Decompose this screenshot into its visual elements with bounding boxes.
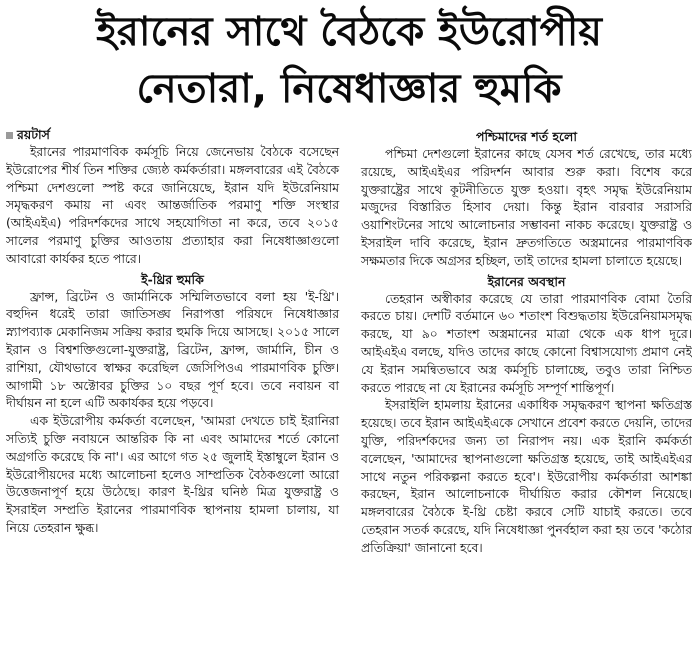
paragraph-e3: ফ্রান্স, ব্রিটেন ও জার্মানিকে সম্মিলিতভাবে বলা হয় 'ই-থ্রি'। বহুদিন ধরেই তারা জাতিসঙ্ঘ নিরাপত্তা পরিষদে নিষেধাজ্ঞার স্ন্যাপব্যাক মেকানিজম সক্রিয় করার হুমকি দিয়ে আসছে। ২০১৫ সালে ইরান ও বিশ্বশক্তিগুলো-যুক্তরাষ্ট্র, ব্রিটেন, ফ্রান্স, জার্মানি, চীন ও রাশিয়া, যৌথভাবে স্বাক্ষর করেছিল জেসিপিওএ পারমাণবিক চুক্তি। আগামী ১৮ অক্টোবর চুক্তির ১০ বছর পূর্ণ হবে। তবে নবায়ন বা দীর্ঘায়ন না হলে এটি অকার্যকর হয়ে পড়বে।: [6, 289, 339, 411]
paragraph-conditions: পশ্চিমা দেশগুলো ইরানের কাছে যেসব শর্ত রেখেছে, তার মধ্যে রয়েছে, আইএইএর পরিদর্শন আবার শুরু করা। বিশেষ করে যুক্তরাষ্ট্রের সাথে কূটনীতিতে যুক্ত হওয়া। বৃহৎ সমৃদ্ধ ইউরেনিয়াম মজুদের বিস্তারিত হিসাব দেয়া। কিন্তু ইরান বারবার সরাসরি ওয়াশিংটনের সাথে আলোচনার সম্ভাবনা নাকচ করেছে। যুক্তরাষ্ট্র ও ইসরাইল দাবি করেছে, ইরান দ্রুতগতিতে অস্ত্রমানের পারমাণবিক সক্ষমতার দিকে অগ্রসর হচ্ছিল, তাই তাদের হামলা চালাতে হয়েছে।: [361, 147, 692, 268]
paragraph-european-official: এক ইউরোপীয় কর্মকর্তা বলেছেন, 'আমরা দেখতে চাই ইরানিরা সত্যিই চুক্তি নবায়নে আন্তরিক কি না এবং আমাদের শর্তে কোনো অগ্রগতি করেছে কি না'। এর আগে গত ২৫ জুলাই ইস্তাম্বুলে ইরান ও ইউরোপীয়দের মধ্যে আলোচনা হলেও সাম্প্রতিক বৈঠকগুলো আরো উত্তেজনাপূর্ণ হয়ে উঠেছে। কারণ ই-থ্রির ঘনিষ্ঠ মিত্র যুক্তরাষ্ট্র ও ইসরাইল সম্প্রতি ইরানের পারমাণবিক স্থাপনায় হামলা চালায়, যা নিয়ে তেহরান ক্ষুব্ধ।: [6, 414, 339, 535]
paragraph-intro: ইরানের পারমাণবিক কর্মসূচি নিয়ে জেনেভায় বৈঠকে বসেছেন ইউরোপের শীর্ষ তিন শক্তির জ্যেষ্ঠ কর্মকর্তারা। মঙ্গলবারের এই বৈঠকে পশ্চিমা দেশগুলো স্পষ্ট করে জানিয়েছে, ইরান যদি ইউরেনিয়াম সমৃদ্ধকরণ কমায় না এবং আন্তর্জাতিক পরমাণু শক্তি সংস্থার (আইএইএ) পরিদর্শকদের সাথে সহযোগিতা না করে, তবে ২০১৫ সালের পরমাণু চুক্তির আওতায় প্রত্যাহার করা নিষেধাজ্ঞাগুলো আবারো কার্যকর হতে পারে।: [6, 145, 339, 266]
headline-line-2: নেতারা, নিষেধাজ্ঞার হুমকি: [136, 66, 562, 112]
left-column: [6, 126, 349, 653]
headline: [6, 0, 692, 118]
subheading-iran-position: ইরানের অবস্থান: [487, 273, 566, 289]
right-column: [349, 126, 692, 653]
subheading-western-conditions: পশ্চিমাদের শর্ত হলো: [475, 129, 577, 144]
paragraph-israeli-strikes: ইসরাইলি হামলায় ইরানের একাধিক সমৃদ্ধকরণ স্থাপনা ক্ষতিগ্রস্ত হয়েছে। তবে ইরান আইএইএকে সেখানে প্রবেশ করতে দেয়নি, তাদের যুক্তি, পরিদর্শকদের জন্য তা নিরাপদ নয়। এক ইরানি কর্মকর্তা বলেছেন, 'আমাদের স্থাপনাগুলো ক্ষতিগ্রস্ত হয়েছে, তাই আইএইএর সাথে নতুন পরিকল্পনা করতে হবে'। ইউরোপীয় কর্মকর্তারা আশঙ্কা করছেন, ইরান আলোচনাকে দীর্ঘায়িত করার কৌশল নিয়েছে। মঙ্গলবারের বৈঠকে ই-থ্রি চেষ্টা করবে সেটি যাচাই করতে। তবে তেহরান সতর্ক করেছে, যদি নিষেধাজ্ঞা পুনর্বহাল করা হয় তবে 'কঠোর প্রতিক্রিয়া' জানানো হবে।: [361, 398, 692, 555]
headline-line-1: ইরানের সাথে বৈঠকে ইউরোপীয়: [96, 9, 602, 55]
article-body: [6, 126, 692, 653]
bullet-square-icon: [6, 132, 13, 139]
subheading-e3-threat: ই-থ্রির হুমকি: [141, 271, 204, 287]
paragraph-iran-position: তেহরান অস্বীকার করেছে যে তারা পারমাণবিক বোমা তৈরি করতে চায়। দেশটি বর্তমানে ৬০ শতাংশ বিশুদ্ধতায় ইউরেনিয়ামসমৃদ্ধ করছে, যা ৯০ শতাংশ অস্ত্রমানের মাত্রা থেকে এক ধাপ দূরে। আইএইএ বলছে, যদিও তাদের কাছে কোনো বিশ্বাসযোগ্য প্রমাণ নেই যে ইরান সমন্বিতভাবে অস্ত্র কর্মসূচি চালাচ্ছে, তবুও তারা নিশ্চিত করতে পারছে না যে ইরানের কর্মসূচি সম্পূর্ণ শান্তিপূর্ণ।: [361, 291, 692, 395]
byline: [6, 126, 339, 143]
byline-text: রয়টার্স: [17, 127, 50, 142]
